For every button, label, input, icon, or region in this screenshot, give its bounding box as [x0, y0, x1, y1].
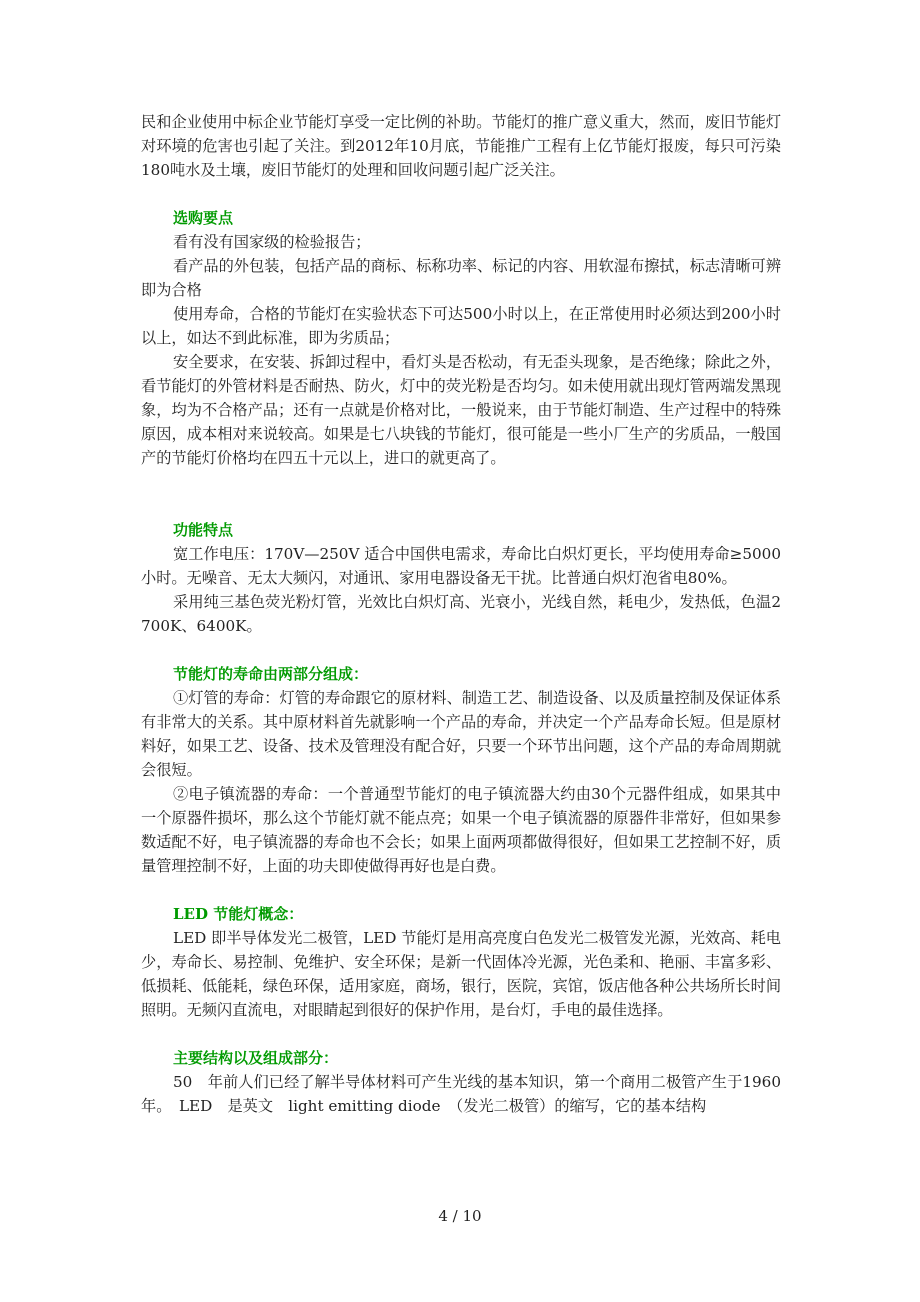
paragraph: 看产品的外包装，包括产品的商标、标称功率、标记的内容、用软湿布擦拭，标志清晰可辨即为合格	[141, 257, 781, 299]
document-page	[141, 110, 797, 1118]
section-heading-features: 功能特点	[173, 521, 234, 539]
spacer	[141, 878, 781, 902]
section-heading-led-concept: LED 节能灯概念：	[173, 905, 304, 923]
paragraph: 采用纯三基色荧光粉灯管，光效比白炽灯高、光衰小，光线自然，耗电少，发热低，色温2700K、6400K。	[141, 593, 781, 635]
paragraph: 宽工作电压：170V—250V 适合中国供电需求，寿命比白炽灯更长，平均使用寿命≥5000小时。无噪音、无太大频闪，对通讯、家用电器设备无干扰。比普通白炽灯泡省电80%。	[141, 545, 781, 587]
paragraph: 50 年前人们已经了解半导体材料可产生光线的基本知识，第一个商用二极管产生于1960 年。 LED 是英文 light emitting diode （发光二极管）的缩写，它的基本结构	[141, 1073, 797, 1115]
paragraph: LED 即半导体发光二极管，LED 节能灯是用高亮度白色发光二极管发光源，光效高、耗电少，寿命长、易控制、免维护、安全环保；是新一代固体冷光源，光色柔和、艳丽、丰富多彩、低损耗、低能耗，绿色环保，适用家庭，商场，银行，医院，宾馆，饭店他各种公共场所长时间照明。无频闪直流电，对眼睛起到很好的保护作用，是台灯，手电的最佳选择。	[141, 929, 781, 1019]
spacer	[141, 182, 781, 206]
paragraph: 看有没有国家级的检验报告；	[173, 233, 371, 251]
page-number: 4 / 10	[438, 1207, 482, 1225]
paragraph: 安全要求，在安装、拆卸过程中，看灯头是否松动，有无歪头现象，是否绝缘；除此之外，看节能灯的外管材料是否耐热、防火，灯中的荧光粉是否均匀。如未使用就出现灯管两端发黑现象，均为不合格产品；还有一点就是价格对比，一般说来，由于节能灯制造、生产过程中的特殊原因，成本相对来说较高。如果是七八块钱的节能灯，很可能是一些小厂生产的劣质品，一般国产的节能灯价格均在四五十元以上，进口的就更高了。	[141, 353, 781, 467]
paragraph: 使用寿命，合格的节能灯在实验状态下可达500小时以上，在正常使用时必须达到200小时以上，如达不到此标准，即为劣质品；	[141, 305, 781, 347]
intro-paragraph: 民和企业使用中标企业节能灯享受一定比例的补助。节能灯的推广意义重大，然而，废旧节能灯对环境的危害也引起了关注。到2012年10月底，节能推广工程有上亿节能灯报废，每只可污染180吨水及土壤，废旧节能灯的处理和回收问题引起广泛关注。	[141, 113, 781, 179]
spacer	[141, 1022, 781, 1046]
paragraph: ①灯管的寿命：灯管的寿命跟它的原材料、制造工艺、制造设备、以及质量控制及保证体系有非常大的关系。其中原材料首先就影响一个产品的寿命，并决定一个产品寿命长短。但是原材料好，如果工艺、设备、技术及管理没有配合好，只要一个环节出问题，这个产品的寿命周期就会很短。	[141, 689, 781, 779]
spacer	[141, 638, 781, 662]
section-heading-lifespan: 节能灯的寿命由两部分组成：	[173, 665, 369, 683]
spacer	[141, 470, 781, 518]
section-heading-purchase-tips: 选购要点	[173, 209, 234, 227]
paragraph: ②电子镇流器的寿命：一个普通型节能灯的电子镇流器大约由30个元器件组成，如果其中一个原器件损坏，那么这个节能灯就不能点亮；如果一个电子镇流器的原器件非常好，但如果参数适配不好，电子镇流器的寿命也不会长；如果上面两项都做得很好，但如果工艺控制不好，质量管理控制不好，上面的功夫即使做得再好也是白费。	[141, 785, 781, 875]
section-heading-structure: 主要结构以及组成部分：	[173, 1049, 339, 1067]
